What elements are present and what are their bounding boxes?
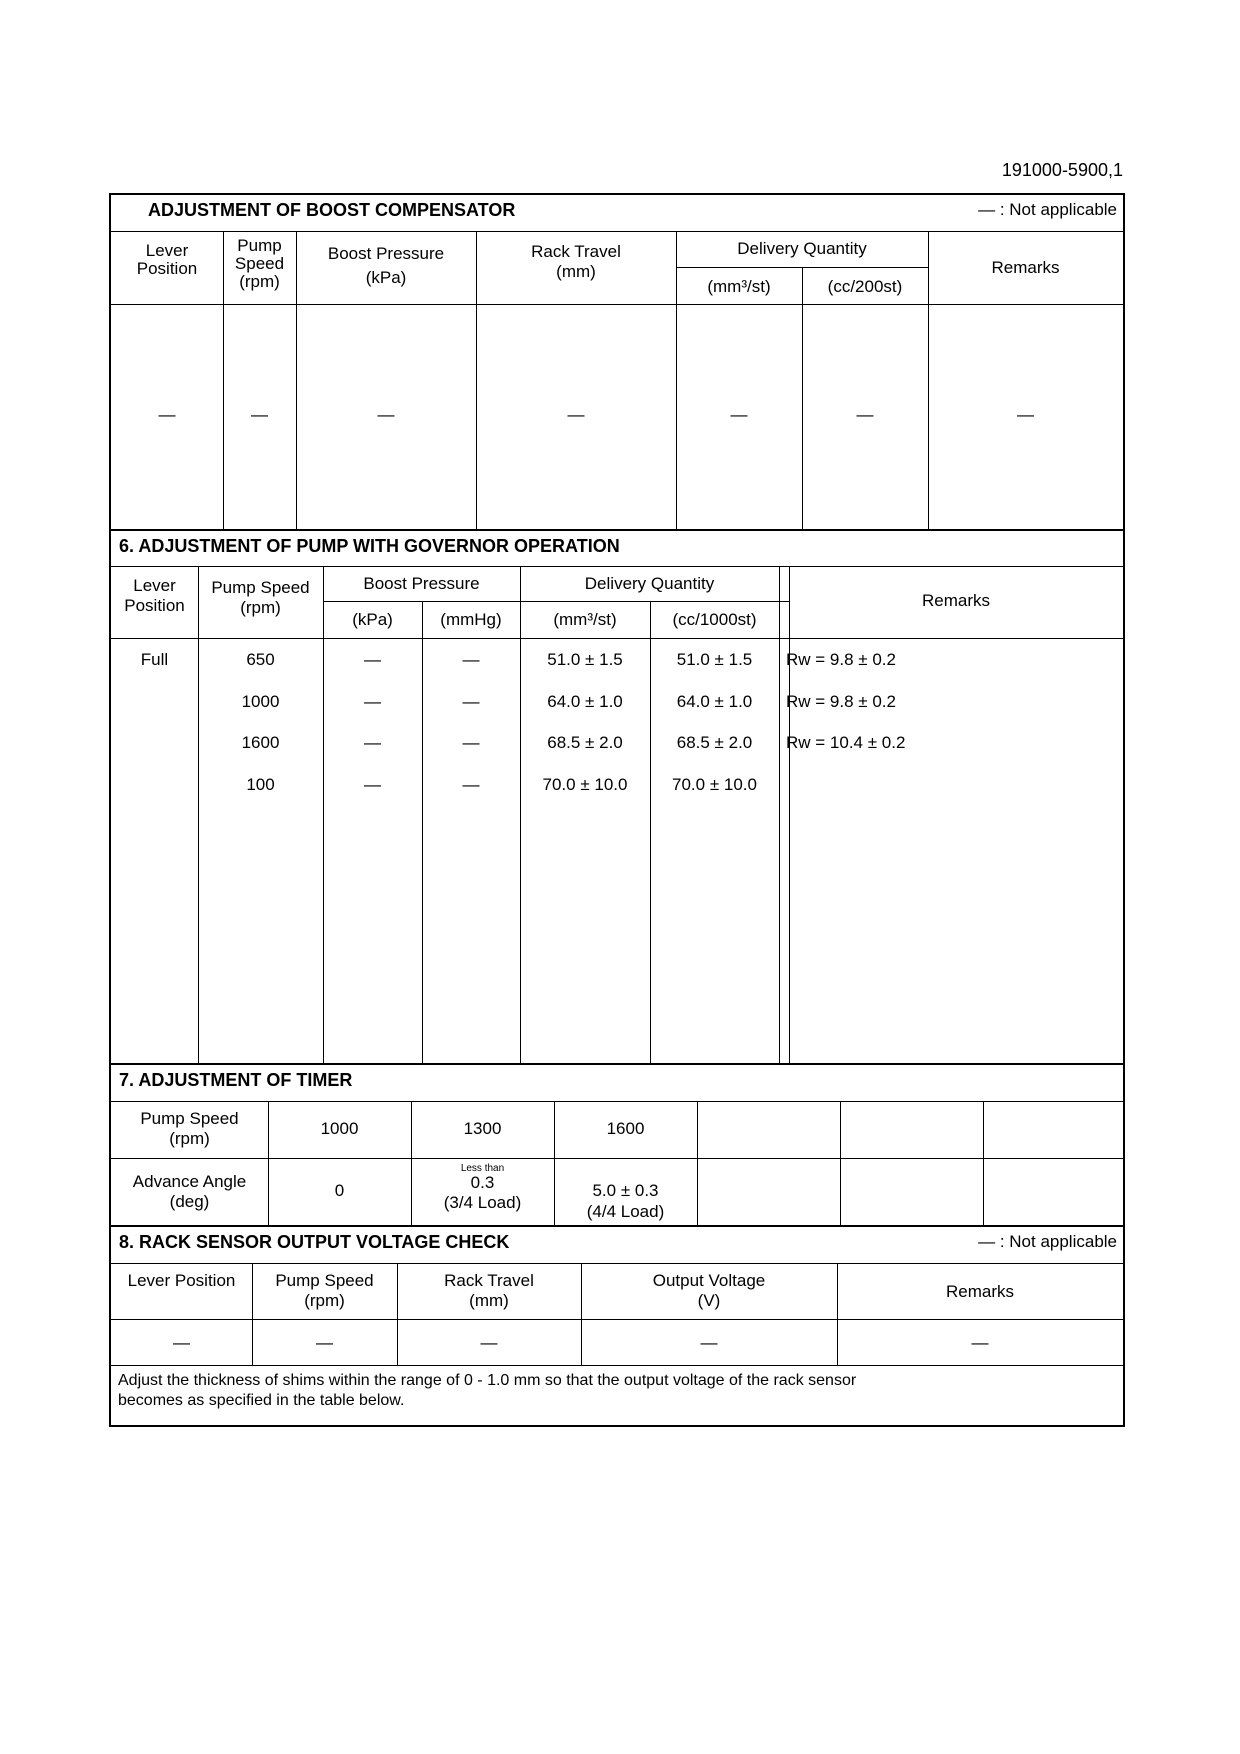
angle-value: 0.3 <box>470 1173 495 1192</box>
divider <box>111 1365 1123 1366</box>
cell-mm3: 64.0 ± 1.0 <box>547 692 623 711</box>
header-text: Pump Speed <box>211 578 310 597</box>
header-mmhg: (mmHg) <box>440 610 502 629</box>
header-text: Boost Pressure <box>327 244 445 263</box>
header-text: Rack Travel <box>531 242 621 261</box>
divider <box>111 1263 1123 1264</box>
divider <box>111 638 1123 639</box>
header-rack-travel <box>397 1271 581 1311</box>
cell-pump-speed: — <box>251 405 268 424</box>
cell-cc: 51.0 ± 1.5 <box>676 650 753 669</box>
divider <box>111 304 1123 305</box>
header-text: Lever <box>145 241 189 260</box>
header-delivery-quantity: Delivery Quantity <box>737 239 867 258</box>
header-text: Lever <box>133 576 176 595</box>
label-text: Pump Speed <box>140 1109 239 1128</box>
column-divider <box>840 1101 841 1227</box>
header-cc-1000st: (cc/1000st) <box>672 610 757 629</box>
divider <box>111 566 1123 567</box>
divider <box>111 1101 1123 1102</box>
cell-voltage: — <box>700 1333 718 1352</box>
divider <box>111 1319 1123 1320</box>
note-line: becomes as specified in the table below. <box>118 1392 405 1409</box>
cell-speed: 650 <box>246 650 275 669</box>
divider <box>111 231 1123 232</box>
header-output-voltage <box>581 1271 837 1311</box>
cell-speed: 1000 <box>241 692 280 711</box>
header-boost-pressure: Boost Pressure <box>363 574 480 593</box>
column-divider <box>802 267 803 529</box>
divider <box>111 1158 1123 1159</box>
header-text: (mm) <box>469 1291 509 1310</box>
header-lever-position: Lever Position <box>127 1271 236 1290</box>
angle-load-note: (4/4 Load) <box>586 1202 665 1221</box>
cell-remarks: Rw = 9.8 ± 0.2 <box>786 692 896 711</box>
cell-cc: 70.0 ± 10.0 <box>672 775 757 794</box>
column-divider <box>520 566 521 1065</box>
cell-lever: Full <box>140 650 169 669</box>
column-divider <box>676 231 677 529</box>
adjustment-note <box>118 1371 856 1411</box>
cell-mmhg: — <box>462 650 480 669</box>
cell-lever-position: — <box>158 405 176 424</box>
header-kpa: (kPa) <box>352 610 393 629</box>
header-pump-speed <box>252 1271 397 1311</box>
header-remarks: Remarks <box>945 1282 1014 1301</box>
cell-mmhg: — <box>462 692 480 711</box>
cell-cc: 64.0 ± 1.0 <box>676 692 753 711</box>
section-title: ADJUSTMENT OF BOOST COMPENSATOR <box>148 200 516 220</box>
cell-boost-pressure: — <box>377 405 395 424</box>
header-text: Output Voltage <box>652 1271 766 1290</box>
header-cc-200st: (cc/200st) <box>827 277 903 296</box>
cell-kpa: — <box>364 692 381 711</box>
cell-mmhg: — <box>462 775 480 794</box>
cell-mm3: 68.5 ± 2.0 <box>547 733 623 752</box>
cell-remarks: Rw = 10.4 ± 0.2 <box>786 733 906 752</box>
column-divider <box>789 566 790 1065</box>
header-rack-travel <box>476 242 676 282</box>
header-text: Position <box>136 259 198 278</box>
boost-compensator-section <box>111 195 1123 529</box>
row-label-pump-speed <box>111 1109 268 1149</box>
row-label-advance-angle <box>111 1172 268 1212</box>
label-text: Advance Angle <box>132 1172 247 1191</box>
column-divider <box>697 1101 698 1227</box>
cell-speed: — <box>316 1333 333 1352</box>
header-pump-speed <box>198 578 323 618</box>
column-divider <box>983 1101 984 1227</box>
cell-mm3: 51.0 ± 1.5 <box>547 650 623 669</box>
header-delivery-quantity: Delivery Quantity <box>584 574 715 593</box>
header-text: Speed <box>234 254 285 273</box>
cell-lever: — <box>173 1333 190 1352</box>
header-mm3-st: (mm³/st) <box>553 610 617 629</box>
header-text: Pump Speed <box>275 1271 374 1290</box>
timer-section <box>111 1063 1123 1227</box>
not-applicable-legend: — : Not applicable <box>978 1232 1117 1251</box>
cell-mm3: 70.0 ± 10.0 <box>542 775 628 794</box>
header-text: (kPa) <box>365 268 407 287</box>
header-pump-speed <box>223 237 296 291</box>
header-text: (rpm) <box>239 272 280 291</box>
rack-sensor-section <box>111 1225 1123 1427</box>
spec-sheet <box>109 193 1125 1427</box>
document-number: 191000-5900,1 <box>1001 160 1123 180</box>
cell-delivery-cc: — <box>856 405 874 424</box>
cell-mmhg: — <box>462 733 480 752</box>
header-text: (mm) <box>556 262 596 281</box>
header-text: Pump <box>237 236 282 255</box>
angle-qualifier: Less than <box>460 1163 505 1174</box>
header-text: Rack Travel <box>444 1271 534 1290</box>
cell-rack-travel: — <box>480 1333 498 1352</box>
header-remarks: Remarks <box>921 591 990 610</box>
cell-angle: 0 <box>334 1181 345 1200</box>
cell-remarks: — <box>1017 405 1034 424</box>
angle-load-note: (3/4 Load) <box>443 1193 522 1212</box>
header-boost-pressure <box>296 242 476 290</box>
cell-angle <box>554 1181 697 1223</box>
column-divider <box>650 601 651 1065</box>
governor-operation-section <box>111 529 1123 1065</box>
cell-remarks: — <box>971 1333 989 1352</box>
section-title: 6. ADJUSTMENT OF PUMP WITH GOVERNOR OPERATION <box>119 536 620 556</box>
cell-speed: 1600 <box>606 1119 645 1138</box>
cell-cc: 68.5 ± 2.0 <box>676 733 753 752</box>
section-title: 7. ADJUSTMENT OF TIMER <box>119 1070 353 1090</box>
cell-remarks: Rw = 9.8 ± 0.2 <box>786 650 896 669</box>
cell-delivery-mm3: — <box>730 405 748 424</box>
cell-kpa: — <box>364 733 381 752</box>
cell-speed: 1300 <box>463 1119 502 1138</box>
label-text: (rpm) <box>169 1129 210 1148</box>
not-applicable-legend: — : Not applicable <box>978 200 1117 219</box>
column-divider <box>779 566 780 1065</box>
header-mm3-st: (mm³/st) <box>707 277 771 296</box>
header-text: (rpm) <box>304 1291 345 1310</box>
header-remarks: Remarks <box>991 258 1060 277</box>
header-text: (V) <box>697 1291 721 1310</box>
header-text: (rpm) <box>240 598 281 617</box>
cell-kpa: — <box>364 775 381 794</box>
column-divider <box>323 566 324 1065</box>
header-lever-position <box>111 242 223 278</box>
note-line: Adjust the thickness of shims within the range of 0 - 1.0 mm so that the output voltage of the rack sensor <box>118 1372 857 1389</box>
cell-speed: 1000 <box>320 1119 359 1138</box>
angle-value: 5.0 ± 0.3 <box>592 1181 659 1200</box>
column-divider <box>422 601 423 1065</box>
section-title: 8. RACK SENSOR OUTPUT VOLTAGE CHECK <box>119 1232 510 1252</box>
divider <box>323 601 789 602</box>
cell-rack-travel: — <box>567 405 585 424</box>
header-text: Position <box>124 596 185 615</box>
cell-speed: 100 <box>246 775 275 794</box>
column-divider <box>198 566 199 1065</box>
label-text: (deg) <box>169 1192 210 1211</box>
header-lever-position <box>111 576 198 616</box>
cell-angle <box>411 1164 554 1214</box>
cell-speed: 1600 <box>241 733 280 752</box>
cell-kpa: — <box>364 650 381 669</box>
